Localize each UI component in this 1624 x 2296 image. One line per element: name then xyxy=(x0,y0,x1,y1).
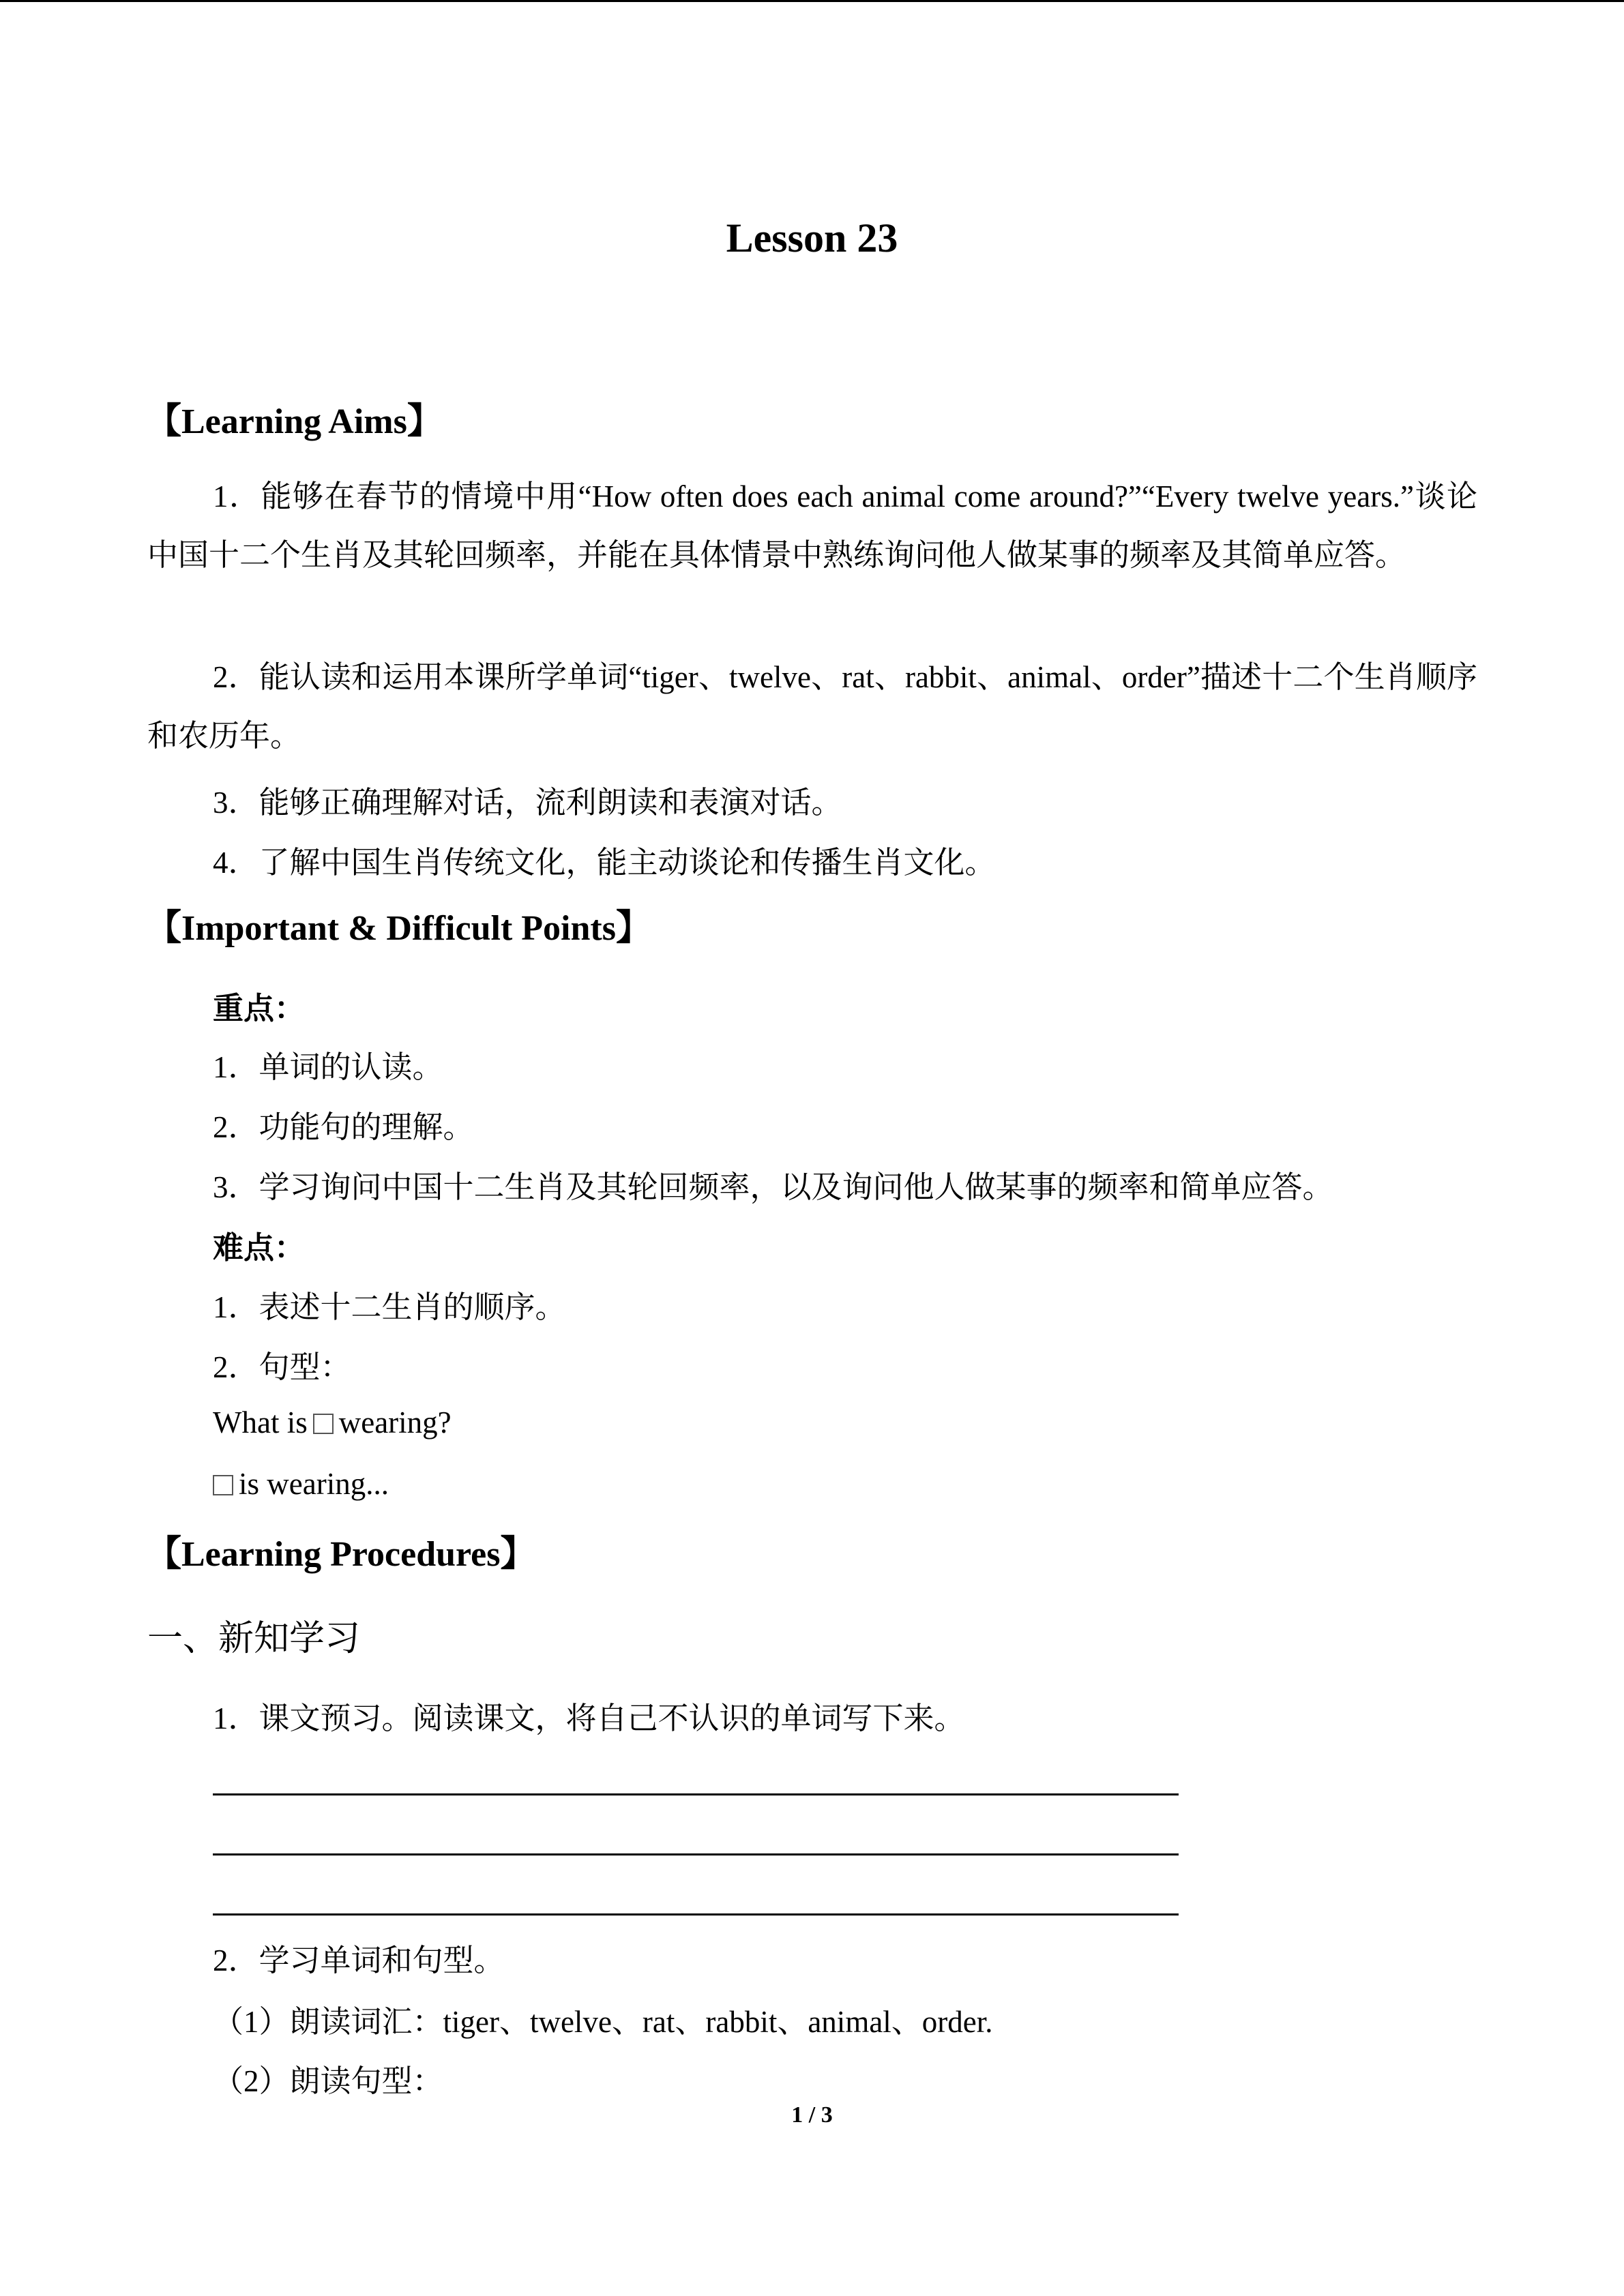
important-item-2: 2．功能句的理解。 xyxy=(213,1110,474,1144)
answer-line-1[interactable] xyxy=(213,1793,1179,1795)
difficult-item-2: 2．句型： xyxy=(213,1350,351,1384)
section-new-knowledge: 一、新知学习 xyxy=(147,1620,361,1658)
sentence-pattern-1: What is wearing? xyxy=(213,1405,452,1440)
important-item-3: 3．学习询问中国十二生肖及其轮回频率，以及询问他人做某事的频率和简单应答。 xyxy=(213,1170,1333,1204)
answer-line-2[interactable] xyxy=(213,1853,1179,1855)
learning-aims-heading: 【Learning Aims】 xyxy=(146,402,443,441)
points-heading: 【Important & Difficult Points】 xyxy=(146,909,651,948)
blank-box xyxy=(213,1475,233,1495)
difficult-item-1: 1．表述十二生肖的顺序。 xyxy=(213,1290,566,1324)
important-label: 重点： xyxy=(213,992,306,1026)
aim-item-4: 4．了解中国生肖传统文化，能主动谈论和传播生肖文化。 xyxy=(213,846,996,880)
step-1-preview: 1．课文预习。阅读课文，将自己不认识的单词写下来。 xyxy=(213,1701,965,1735)
step-2-2-patterns: （2）朗读句型： xyxy=(213,2064,443,2098)
aim-item-3: 3．能够正确理解对话，流利朗读和表演对话。 xyxy=(213,786,842,820)
procedures-heading: 【Learning Procedures】 xyxy=(146,1535,536,1574)
page-title: Lesson 23 xyxy=(726,215,898,260)
sentence-pattern-2: is wearing... xyxy=(213,1466,389,1502)
page-number: 1 / 3 xyxy=(791,2102,833,2128)
step-2-1-vocabulary: （1）朗读词汇：tiger、twelve、rat、rabbit、animal、order. xyxy=(213,2005,993,2039)
important-item-1: 1．单词的认读。 xyxy=(213,1050,443,1084)
difficult-label: 难点： xyxy=(213,1231,306,1265)
answer-line-3[interactable] xyxy=(213,1913,1179,1915)
blank-box xyxy=(313,1414,334,1434)
step-2-learn: 2．学习单词和句型。 xyxy=(213,1943,505,1978)
aim-item-1: 1．能够在春节的情境中用“How often does each animal come around?”“Every twelve years.”谈论中国十二个生肖及其轮回频率，并能在具体情景中熟练询问他人做某事的频率及其简单应答。 xyxy=(147,479,1477,572)
aim-item-2: 2．能认读和运用本课所学单词“tiger、twelve、rat、rabbit、animal、order”描述十二个生肖顺序和农历年。 xyxy=(147,660,1477,753)
